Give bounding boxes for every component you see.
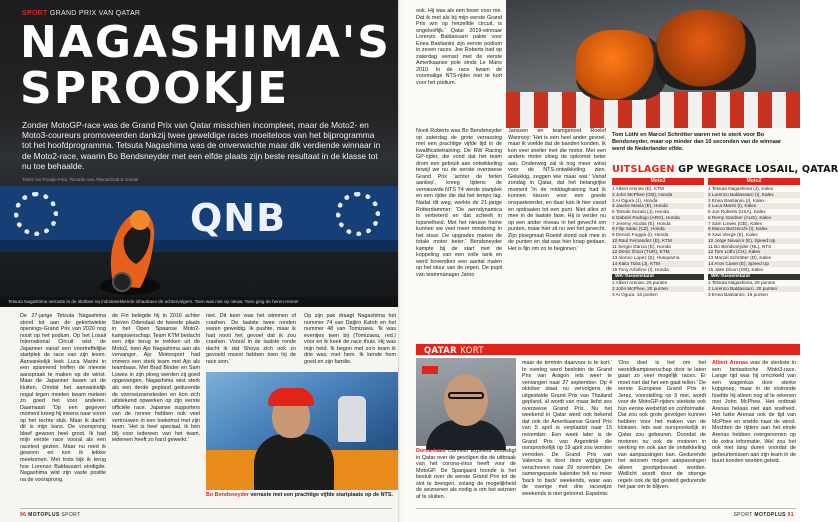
result-row: 14 Aron Canet (E), Speed Up bbox=[708, 261, 800, 267]
left-page bbox=[0, 0, 400, 522]
portrait-photo bbox=[416, 358, 516, 446]
body-column-2 bbox=[112, 313, 200, 503]
rider-motorcycle-icon bbox=[96, 198, 170, 296]
standings-list bbox=[612, 280, 704, 297]
rider-cap bbox=[268, 388, 314, 406]
standings-header: WK-Tussenstand bbox=[612, 274, 704, 280]
results-moto3 bbox=[612, 178, 704, 298]
qnb-logo-mark bbox=[14, 192, 58, 236]
result-row: 3 Ai Ogura, 16 punten bbox=[612, 291, 658, 297]
result-row: 12 Deniz Öncü (TUR), KTM bbox=[612, 249, 704, 255]
page-number: 96 bbox=[20, 512, 27, 518]
result-row: 6 Remy Gardner (AUS), Kalex bbox=[708, 215, 800, 221]
qnb-logo-text: QNB bbox=[190, 196, 287, 240]
caption-text: verraste met een prachtige vijfde startplaats op de NTS. bbox=[250, 492, 393, 498]
inset-caption bbox=[206, 492, 394, 499]
body-text: ook. Hij was als een broer voor me. Dat ik met als bij mijn eerste Grand Prix win op hetzelfde circuit, is ongelooflijk.' Qatar 2019-winnaar Lorenzo Baldassarri pakte voor Enea Bastianini zijn eerste podium in zeven races. Joe Roberts had op zaterdag verrast met de eerste Amerikaanse pole sinds Le Mans 2010. In de race kwam de voormalige NTS-rijder niet te kort voor het podium. bbox=[416, 8, 502, 87]
body-column-4 bbox=[304, 313, 396, 369]
body-text: Nooit Roberts was Bo Bendsneyder op zaterdag de grote verrassing met een prachtige vijfde tijd in de kwalificatietraining. De RW Racing GP-rijder, die vond dat het team drom een gebruik aan ontwikkeling terwijl we nu de eerste overzeese Grand Prix 'achter de feiten aanliep', kreeg tijdens de vernieuwde NTS T4 vierde startplek en een rijder die dat het tempo lag. Nadat dit weg, werkte de 21-jarige Rotterdammer: 'De aerodynamica is verbeterd en dat scheelt in topsnelheid. Met het nieuwe frame kunnen we veel meer mindering in het stuur. De upgrades maken de totale motor beter.' Bendsneyder kampte bij de start met de koppeling van een volle tank en werd bovendien een aantal malen op het stuur van de regen. De pupil van teammanager Jarno bbox=[416, 128, 502, 279]
result-row: 2 Lorenzo Baldassarri (I), Kalex bbox=[708, 192, 800, 198]
hero-photo bbox=[0, 0, 400, 306]
right-column-2 bbox=[508, 128, 606, 338]
results-box bbox=[612, 164, 838, 342]
result-row: 11 Sergio Garcia (E), Honda bbox=[612, 243, 671, 249]
section-name: SPORT bbox=[733, 512, 753, 518]
result-row: 1 Tetsuta Nagashima, 25 punten bbox=[708, 280, 776, 286]
result-row: 7 Jeremy Alcoba (E), Honda bbox=[612, 220, 671, 226]
article-headline: NAGASHIMA'S SPROOKJE bbox=[20, 17, 391, 114]
results-class-header: Moto2 bbox=[708, 178, 800, 185]
result-row: 15 Jake Dixon (GB), Kalex bbox=[708, 266, 764, 272]
folio-right bbox=[733, 512, 794, 518]
news-column-3 bbox=[712, 360, 796, 506]
result-row: 11 Bo Bendsneyder (NL), NTS bbox=[708, 243, 772, 249]
body-text: Carmelo Ezpeleta verdedigt in Qatar over de gevolgen die de uitbraak van het corona-virus heeft voor de MotoGP. De Spanjaard toonde is het besluit over de eerste Grand Prix tot de slot te brengen, zolang de mogelijkheid de seizoenen als nodig is om het seizoen af te sluiten. bbox=[416, 448, 516, 500]
section-name: SPORT bbox=[61, 512, 81, 518]
body-text: was de sterkste in een fantastische Moto3-race. Lange tijd was hij omcirkeld van een wagenkax door sterke kopgroep, maar in de slotronde hoefde hij alleen nog af te rekenen met John McPhee. Het ontbrak Arenas helaas niet aan snelheid. Het lukte Arenas ook de tijd van McPhee en snelde naar de winst. Mochten de rijders aan het einde Arenas hebben overgenomen op de extra informatie. Wel zou het ook niet lang duren voordat de gebeurtenissen aan zijn team in de buurt konden worden geleid. bbox=[712, 360, 796, 465]
body-column-3 bbox=[206, 313, 296, 369]
news-column-1 bbox=[522, 360, 612, 506]
result-row: 9 Xavi Vierge (E), Kalex bbox=[708, 232, 758, 237]
right-column-1a bbox=[416, 8, 502, 120]
sponsor-board-base bbox=[0, 240, 400, 252]
body-text: De 27-jarige Tetsuta Nagashima stond tot aan de gekortwiekte openings-Grand Prix van 2020 nog nooit op het podium. Op het Losail International Circuit wist de Japanner vanaf een voortreffelijke startplek de race van zijn leven. Aanvankelijk leek Luca Marini in een spannend treffen de meeste aanspraak te maken op de winst. Maar de Japanner kwam uit de kluiten. Omdat het aanvankelijk nogal tegen moeten kwam meteen zo goed het voor anderen. Daarnaast 'Op een gegeven moment kreeg hij ineens naar voren op het rechte stuk. Maar ik dacht: dit is mijn kans. De voorsprong bleef gewoon heel groot. Ik had mijn eerste race vooral als een racetest gezien. Maar nu reed ik gewoon en kon ik lekker meekomen. Met trots kijk ik terug hoe Lorenzo Baldassarri eindigde. Nagashima wist zijn vaste positie na de voorsprong. bbox=[20, 313, 106, 483]
folio-rule bbox=[20, 508, 392, 509]
standings-list bbox=[708, 280, 800, 297]
results-class-header: Moto3 bbox=[612, 178, 704, 185]
kicker-brand: SPORT bbox=[22, 10, 48, 17]
result-row: 10 Raul Fernandez (E), KTM bbox=[612, 238, 704, 244]
result-row: 12 Tom Lüthi (CH), Kalex bbox=[708, 249, 800, 255]
result-row: 14 Kaito Toba (J), KTM bbox=[612, 261, 704, 267]
magazine-title: MOTOPLUS bbox=[28, 512, 60, 518]
trophy-icon bbox=[338, 396, 366, 442]
result-row: 3 Enea Bastianini (I), Kalex bbox=[708, 197, 765, 203]
body-column-1 bbox=[20, 313, 106, 503]
result-row: 9 Dennis Foggia (I), Honda bbox=[612, 232, 669, 237]
right-page bbox=[402, 0, 838, 522]
result-row: 1 Albert Arenas, 25 punten bbox=[612, 280, 668, 286]
body-text: Op zijn pak draagt Nagashima het nummer 74 van Daijiro Katoh en het nummer 48 van Tomizawa. 'Ik was eventjes teen bij (Tomizawa, red.) voor en ik keek de race thuis. Hij was mijn held. Ik begon met zo'n team ik drie was, met hem. Ik kende hem goed en zijn familie. bbox=[304, 313, 396, 365]
hero-caption: Tetsuta Nagashima verraste in de slotfase na indrukwekkende inhaalrace de achtervolgers. Toen was niet op nieuw. Toen ging de heren-renner bbox=[0, 297, 400, 307]
results-title-highlight: UITSLAGEN bbox=[612, 164, 675, 175]
news-lead: Albert Arenas bbox=[712, 360, 748, 366]
right-column-1b bbox=[416, 128, 502, 338]
result-row: 2 John McPhee (GB), Honda bbox=[612, 192, 704, 198]
folio-rule bbox=[416, 508, 796, 509]
news-title-main: QATAR bbox=[424, 345, 457, 355]
race-photo bbox=[506, 0, 800, 128]
result-row: 8 Filip Salac (CZ), Honda bbox=[612, 226, 704, 232]
news-title-rest: KORT bbox=[460, 345, 484, 355]
result-row: 3 Enea Bastianini, 16 punten bbox=[708, 291, 768, 297]
results-moto2 bbox=[708, 178, 800, 298]
results-list bbox=[612, 186, 704, 272]
result-row: 6 Gabriel Rodrigo (ARG), Honda bbox=[612, 215, 704, 221]
dorna-badge-icon bbox=[422, 366, 438, 374]
result-row: 4 Jaume Masia (E), Honda bbox=[612, 203, 704, 209]
result-row: 2 Lorenzo Baldassarri, 20 punten bbox=[708, 286, 800, 292]
result-row: 10 Jorge Navarro (E), Speed Up bbox=[708, 238, 800, 244]
result-row: 5 Tatsuki Suzuki (J), Honda bbox=[612, 209, 669, 214]
caption-lead: Bo Bendsneyder bbox=[206, 492, 249, 498]
motorcycle-icon bbox=[656, 10, 756, 90]
magazine-title: MOTOPLUS bbox=[754, 512, 786, 518]
news-column-2 bbox=[618, 360, 706, 506]
results-title bbox=[612, 164, 838, 175]
motorcycle-icon bbox=[576, 30, 666, 100]
results-list bbox=[708, 186, 800, 272]
race-photo-caption: Tom Lüthi en Marcel Schrötter waren net te sterk voor Bo Bendsneyder, maar op minder dan 10 seconden van de winnaar werd de Nederlander elfde. bbox=[612, 132, 782, 152]
result-row: 7 Sam Lowes (GB), Kalex bbox=[708, 220, 762, 226]
body-text: de Fin belegde hij in 2016 achter Steven Odendaal de tweede plaats in het Open Spaanse Moto2-kampioenschap. Team KTM bedacht een zitje terug te trekken uit de Moto2, toen Ajo Nagashima aan als vervanger. Ajo Motorsport had immers een sterk team met Ajo als teambaas. Met Brad Binder en Sam Lowes in zijn ploeg werden zij goed opgevangen. Nagashima wist sterk als een derde gepland gedurende de voorseizoenstesten en kon zich uitstekend opwerken op zijn eerste officiële race. Japanse supporters van de renner hebben ook veel vertrouwen in een toekomst met zijn team. 'Het is heel speciaal, ik ben blij voor iedereen van het team, iedereen heeft zo hard gewerkt.' bbox=[112, 313, 200, 444]
result-row: 2 John McPhee, 20 punten bbox=[612, 286, 704, 292]
article-lede: Zonder MotoGP-race was de Grand Prix van Qatar misschien incompleet, maar de Moto2- en Moto3-coureurs promoveerden dankzij twee geweldige races moeiteloos van het bijprogramma tot het hoofdprogramma. Tetsuta Nagashima was de onverwachte maar dik verdiende winnaar in de Moto2-race, waarin Bo Bendsneyder met een elfde plaats zijn beste resultaat in de klasse tot nu toe behaalde. bbox=[22, 120, 381, 171]
track-kerb bbox=[506, 92, 800, 128]
result-row: 4 Luca Marini (I), Kalex bbox=[708, 203, 800, 209]
news-column-1a bbox=[416, 448, 516, 506]
rider-suit bbox=[254, 434, 334, 490]
result-row: 13 Alonso Lopez (E), Husqvarna bbox=[612, 255, 680, 260]
result-row: 1 Tetsuta Nagashima (J), Kalex bbox=[708, 186, 774, 191]
results-title-rest: GP WEGRACE LOSAIL, QATAR bbox=[678, 164, 838, 175]
result-row: 1 Albert Arenas (E), KTM bbox=[612, 186, 664, 191]
portrait-head bbox=[444, 374, 488, 426]
page-number: 91 bbox=[787, 512, 794, 518]
result-row: 3 Ai Ogura (J), Honda bbox=[612, 197, 658, 203]
folio-left bbox=[20, 512, 81, 518]
qnb-logo-mark bbox=[336, 192, 380, 236]
body-text: niet. Dit keer was het wimmen of crashen. De laatste twee ronden waren geweldig. Ik pushte, maar ik had nooit het gevoel dat ik zou crashen. Vooral in de laatste ronde dacht ik dat Shoya zich ook zo gevoeld moest hebben toen hij de race won.' bbox=[206, 313, 296, 365]
result-row: 8 Marco Bezzecchi (I), Kalex bbox=[708, 226, 800, 232]
body-text: maar de temmin daarvoor is te kort.' In overleg werd besloten de Grand Prix van Aragon iets weer te vervangen naar 27 september. Op 4 oktober staat nu vervolgens de uitgestelde Grand Prix van Thailand gepland, al wordt van maar liefst zes overzeese Grand Prix. Nu het weekend in Qatar werd ook bekend dat ook de Amerikaanse Grand Prix van 5 april is verplaatst naar 15 november. Een week later is de Grand Prix van Argentinië die oorspronkelijk op 19 april zou worden verreden. De Grand Prix van Valencia is door deze wijzigingen verschoven naar 29 november. De samengepaste kalender telt nu meer 'back to back' weekends, waar aan de overige met drie racewijze weekends is niet getoond. Espeleta: bbox=[522, 360, 612, 497]
body-text: 'Ons doel is het om het wereldkampioenschap door te laten gaan zo veel mogelijk races. Er moet niet dat het een gaat tellen.' De eerste Europese Grand Prix in Jerez, voorstelling op 3 mei, wordt voor de MotoGP-rijders sterkste ook hun eerste wedstrijd en conformatie. Dat zou ook grote gevolgen kunnen hebben voor het maken van de kloksen. Iets wat oorspronkelijk in Qatar zou gebeuren. Doordat de motoren nu ook de motoren in werking en ook aan de ontwikkeling van aanpassingen kan. Gedurende het seizoen mogen aanpassingen alleen grootgebouwd worden. Wellicht wordt door de strenge regels ook de tijd gesteld gedurende het jaar om te blijven. bbox=[618, 360, 706, 491]
body-text: Janssen en teamgenoot Roelof Wanrooy: 'Het is een heel ander gevoel, maar ik voelde dat de banden konden. Ik kon veel sneller met die motor. Met een andere motor sloeg de opkomst beter aan. Onderweg zal ik nog meer winst voor de NTS-ontwikkeling zien. Gelukkig, zeggen wie maar wat.' Vanaf zondag in Qatar, dat het belangrijke moment 'In de middagtraining had ik kunnen kiezen voor een goede onsparkeerder, en daar kan ik hier vanaf en opdraaien tot een punt. Niet alles zit mee in de laatste fase. Hij is verder nu op een ander niveau in het gevecht om punten, maar hier zit nu wel het gevecht. Zijn ploegmaat Roelof stond ook mee in de punten en dat was hier knap gedaan. Het is fijn om zo te beginnen.' bbox=[508, 128, 606, 252]
kicker-section: GRAND PRIX VAN QATAR bbox=[49, 10, 141, 17]
section-kicker bbox=[22, 10, 140, 17]
result-row: 15 Tony Arbolino (I), Honda bbox=[612, 266, 669, 272]
news-lead: Dorna-baas bbox=[416, 448, 446, 454]
result-row: 5 Joe Roberts (USA), Kalex bbox=[708, 209, 766, 214]
news-title bbox=[424, 345, 484, 355]
glasses-icon bbox=[448, 392, 484, 399]
article-credit: Tekst: Ivo Fraaije Foto: Ricardo van Altena/Gold & Goose bbox=[22, 177, 139, 182]
result-row: 13 Marcel Schrötter (D), Kalex bbox=[708, 255, 772, 260]
inset-photo bbox=[206, 372, 400, 490]
standings-header: WK-Tussenstand bbox=[708, 274, 800, 280]
